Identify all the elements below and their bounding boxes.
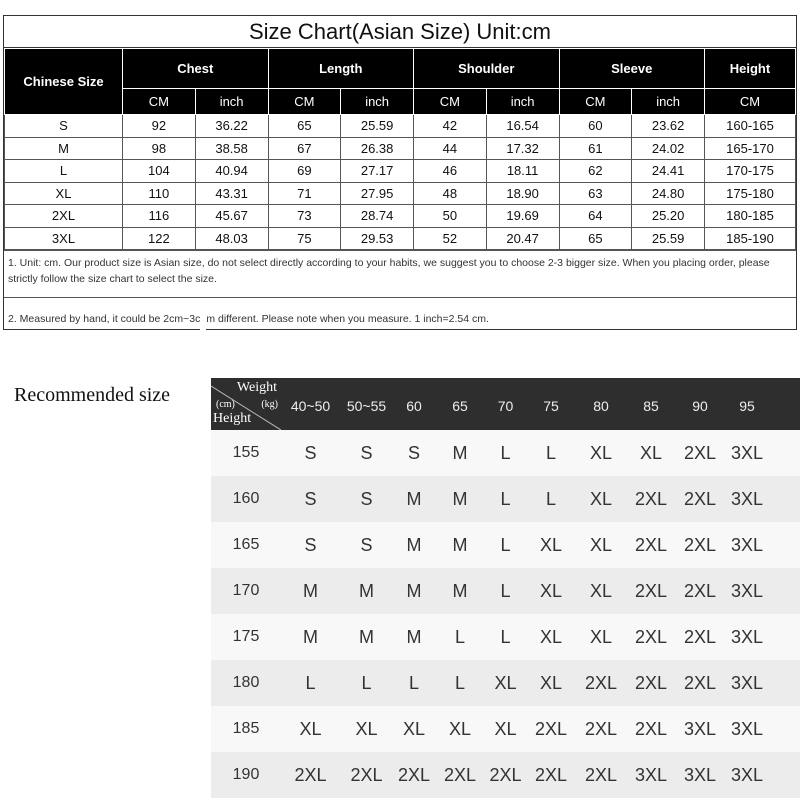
recommended-size-cell: 2XL — [634, 626, 668, 647]
size-table-body — [5, 115, 796, 250]
header-length: Length — [268, 49, 414, 89]
measurement-cell: 104 — [123, 160, 196, 183]
measurement-cell: 62 — [559, 160, 632, 183]
table-row — [5, 182, 796, 205]
size-table — [4, 48, 796, 250]
recommended-size-cell: 3XL — [730, 442, 764, 463]
measurement-cell: 38.58 — [195, 137, 268, 160]
recommended-size-cell: XL — [589, 626, 613, 647]
weight-header-cell: 85 — [643, 398, 659, 414]
weight-header-cell: 60 — [406, 398, 422, 414]
recommended-size-cell: XL — [494, 672, 517, 693]
size-cells — [281, 673, 800, 694]
recommended-size-cell: 2XL — [489, 764, 522, 785]
measurement-cell: 19.69 — [486, 205, 559, 228]
recommended-size-cell: 2XL — [534, 764, 568, 785]
measurement-cell: 73 — [268, 205, 341, 228]
unit-cell: inch — [632, 89, 705, 115]
recommended-size-cell: 3XL — [683, 764, 717, 785]
recommended-size-cell: L — [305, 672, 316, 693]
header-sleeve: Sleeve — [559, 49, 705, 89]
weight-header-cell: 65 — [452, 398, 468, 414]
weight-header-cell: 75 — [543, 398, 559, 414]
recommended-rows — [211, 430, 800, 798]
recommended-size-cell: 2XL — [683, 672, 717, 693]
unit-cell: inch — [195, 89, 268, 115]
measurement-cell: 27.17 — [341, 160, 414, 183]
recommended-size-cell: 2XL — [634, 718, 668, 739]
recommended-size-cell: 2XL — [683, 626, 717, 647]
recommended-size-cell: 3XL — [730, 534, 764, 555]
recommended-size-cell: XL — [589, 442, 613, 463]
unit-cell: CM — [414, 89, 487, 115]
measurement-cell: 42 — [414, 115, 487, 138]
recommended-size-cell: 3XL — [730, 488, 764, 509]
recommended-row — [211, 706, 800, 752]
unit-cell: inch — [341, 89, 414, 115]
recommended-size-cell: 3XL — [730, 580, 764, 601]
measurement-cell: 50 — [414, 205, 487, 228]
recommended-size-cell: L — [500, 580, 511, 601]
recommended-size-cell: 3XL — [730, 626, 764, 647]
recommended-size-cell: M — [452, 534, 468, 555]
measurement-cell: 36.22 — [195, 115, 268, 138]
recommended-size-cell: 2XL — [584, 764, 618, 785]
recommended-size-cell: M — [406, 534, 422, 555]
measurement-cell: 122 — [123, 227, 196, 250]
recommended-size-grid — [211, 378, 800, 798]
recommended-size-cell: 2XL — [683, 488, 717, 509]
recommended-size-cell: 2XL — [584, 718, 618, 739]
recommended-size-cell: M — [303, 626, 318, 647]
measurement-cell: 43.31 — [195, 182, 268, 205]
recommended-size-cell: XL — [539, 534, 563, 555]
recommended-size-cell: M — [406, 580, 422, 601]
weight-header-cell: 40~50 — [290, 398, 331, 414]
recommended-size-cell: 2XL — [683, 580, 717, 601]
measurement-cell: 71 — [268, 182, 341, 205]
unit-cell: CM — [705, 89, 796, 115]
size-label-cell: 3XL — [5, 227, 123, 250]
recommended-size-cell: S — [407, 442, 420, 463]
measurement-cell: 69 — [268, 160, 341, 183]
recommended-size-cell: S — [304, 534, 317, 555]
size-cells — [281, 765, 800, 786]
height-cell: 190 — [232, 766, 260, 783]
size-cells — [281, 581, 800, 602]
table-row — [5, 115, 796, 138]
size-chart-title: Size Chart(Asian Size) Unit:cm — [4, 16, 796, 48]
recommended-size-cell: XL — [448, 718, 472, 739]
recommended-size-cell: S — [360, 442, 373, 463]
recommended-size-cell: L — [361, 672, 372, 693]
recommended-size-cell: 2XL — [397, 764, 431, 785]
measurement-cell: 20.47 — [486, 227, 559, 250]
recommended-size-cell: M — [452, 488, 468, 509]
recommended-size-cell: 2XL — [683, 534, 717, 555]
recommended-size-cell: XL — [494, 718, 517, 739]
unit-row — [5, 89, 796, 115]
measurement-cell: 63 — [559, 182, 632, 205]
height-cell: 155 — [232, 444, 260, 461]
recommended-size-cell: 3XL — [730, 764, 764, 785]
size-cells — [281, 443, 800, 464]
measurement-cell: 16.54 — [486, 115, 559, 138]
recommended-size-cell: 3XL — [634, 764, 668, 785]
recommended-size-cell: XL — [539, 672, 563, 693]
recommended-row — [211, 430, 800, 476]
recommended-size-cell: L — [500, 534, 511, 555]
recommended-size-title: Recommended size — [14, 384, 171, 406]
recommended-size-cell: XL — [639, 442, 663, 463]
measurement-cell: 25.20 — [632, 205, 705, 228]
measurement-cell: 65 — [559, 227, 632, 250]
measurement-cell: 48.03 — [195, 227, 268, 250]
size-cells — [281, 719, 800, 740]
unit-cell: inch — [486, 89, 559, 115]
recommended-size-cell: S — [304, 442, 317, 463]
size-cells — [281, 535, 800, 556]
size-chart — [3, 15, 797, 330]
measurement-cell: 17.32 — [486, 137, 559, 160]
recommended-size-cell: M — [406, 488, 422, 509]
recommended-size-cell: XL — [402, 718, 426, 739]
corner-kg-label: (kg) — [261, 399, 278, 410]
measurement-cell: 27.95 — [341, 182, 414, 205]
measurement-cell: 61 — [559, 137, 632, 160]
height-cell: 160 — [232, 490, 260, 507]
note-measure-text-1: 2. Measured by hand, it could be 2cm~3c — [8, 313, 201, 325]
unit-cell: CM — [559, 89, 632, 115]
unit-cell: CM — [123, 89, 196, 115]
recommended-size-cell: XL — [589, 534, 613, 555]
corner-height-label: Height — [213, 411, 252, 426]
recommended-size-cell: 2XL — [443, 764, 477, 785]
height-cell: 185 — [232, 720, 260, 737]
header-chest: Chest — [123, 49, 269, 89]
recommended-row — [211, 614, 800, 660]
corner-cm-label: (cm) — [216, 399, 235, 410]
recommended-size-cell: L — [500, 442, 511, 463]
recommended-size-cell: L — [454, 672, 465, 693]
unit-cell: CM — [268, 89, 341, 115]
recommended-size-cell: 2XL — [634, 534, 668, 555]
height-cell: 165 — [232, 536, 260, 553]
corner-weight-label: Weight — [236, 380, 277, 395]
weight-header-cell: 90 — [692, 398, 708, 414]
table-row — [5, 160, 796, 183]
weight-header-cell: 70 — [497, 398, 514, 414]
size-label-cell: XL — [5, 182, 123, 205]
corner-units — [216, 399, 278, 410]
recommended-size-cell: S — [304, 488, 317, 509]
table-row — [5, 227, 796, 250]
recommended-size-cell: 2XL — [683, 442, 717, 463]
measurement-cell: 18.11 — [486, 160, 559, 183]
recommended-size-cell: M — [406, 626, 422, 647]
measurement-cell: 52 — [414, 227, 487, 250]
recommended-size-cell: 2XL — [294, 764, 327, 785]
size-label-cell: L — [5, 160, 123, 183]
measurement-cell: 45.67 — [195, 205, 268, 228]
recommended-size-cell: XL — [589, 580, 613, 601]
weight-header-cell: 50~55 — [346, 398, 387, 414]
measurement-cell: 44 — [414, 137, 487, 160]
note-unit: 1. Unit: cm. Our product size is Asian size, do not select directly according to your habits, we suggest you to choose 2-3 bigger size. When you placing order, please strictly follow the size chart to select the size. — [4, 250, 796, 297]
measurement-cell: 28.74 — [341, 205, 414, 228]
weight-header-cell: 95 — [739, 398, 755, 414]
measurement-cell: 160-165 — [705, 115, 796, 138]
measurement-cell: 165-170 — [705, 137, 796, 160]
recommended-size-cell: 2XL — [534, 718, 568, 739]
size-label-cell: 2XL — [5, 205, 123, 228]
header-shoulder: Shoulder — [414, 49, 560, 89]
measurement-cell: 25.59 — [341, 115, 414, 138]
measurement-cell: 175-180 — [705, 182, 796, 205]
recommended-size-cell: L — [500, 488, 511, 509]
recommended-size-cell: L — [500, 626, 511, 647]
recommended-size-cell: S — [360, 488, 373, 509]
recommended-size-cell: L — [545, 488, 556, 509]
recommended-size-cell: XL — [299, 718, 322, 739]
recommended-size-cell: XL — [355, 718, 378, 739]
measurement-cell: 18.90 — [486, 182, 559, 205]
recommended-size-cell: XL — [539, 580, 563, 601]
measurement-cell: 24.41 — [632, 160, 705, 183]
weight-cells — [281, 378, 800, 430]
recommended-size-cell: 3XL — [730, 718, 764, 739]
recommended-size-cell: M — [359, 580, 374, 601]
recommended-size-cell: S — [360, 534, 373, 555]
recommended-row — [211, 568, 800, 614]
header-chinese-size: Chinese Size — [5, 49, 123, 115]
recommended-row — [211, 522, 800, 568]
recommended-size-cell: L — [545, 442, 556, 463]
measurement-cell: 67 — [268, 137, 341, 160]
recommended-size-cell: 2XL — [634, 488, 668, 509]
measurement-cell: 26.38 — [341, 137, 414, 160]
size-cells — [281, 627, 800, 648]
size-cells — [281, 489, 800, 510]
recommended-size-cell: 2XL — [584, 672, 618, 693]
recommended-size-cell: L — [408, 672, 419, 693]
height-cell: 170 — [232, 582, 260, 599]
measurement-cell: 23.62 — [632, 115, 705, 138]
recommended-size-cell: M — [452, 442, 468, 463]
measurement-cell: 110 — [123, 182, 196, 205]
measurement-cell: 75 — [268, 227, 341, 250]
recommended-size-cell: 2XL — [350, 764, 383, 785]
recommended-size-cell: M — [303, 580, 318, 601]
weight-header-row — [211, 378, 800, 430]
measurement-cell: 170-175 — [705, 160, 796, 183]
measurement-cell: 40.94 — [195, 160, 268, 183]
measurement-cell: 24.02 — [632, 137, 705, 160]
height-cell: 180 — [232, 674, 260, 691]
recommended-size-cell: 2XL — [634, 672, 668, 693]
note-measure — [4, 297, 796, 329]
measurement-cell: 65 — [268, 115, 341, 138]
height-cell: 175 — [232, 628, 260, 645]
measurement-cell: 64 — [559, 205, 632, 228]
recommended-size-cell: XL — [539, 626, 563, 647]
measurement-cell: 29.53 — [341, 227, 414, 250]
size-label-cell: M — [5, 137, 123, 160]
measurement-cell: 24.80 — [632, 182, 705, 205]
table-row — [5, 205, 796, 228]
recommended-row — [211, 660, 800, 706]
measurement-cell: 92 — [123, 115, 196, 138]
recommended-size-cell: 2XL — [634, 580, 668, 601]
recommended-size-cell: M — [452, 580, 468, 601]
recommended-row — [211, 476, 800, 522]
measurement-cell: 48 — [414, 182, 487, 205]
header-height: Height — [705, 49, 796, 89]
measurement-cell: 60 — [559, 115, 632, 138]
measurement-cell: 185-190 — [705, 227, 796, 250]
measurement-cell: 116 — [123, 205, 196, 228]
corner-header — [211, 378, 281, 430]
measurement-cell: 98 — [123, 137, 196, 160]
measurement-cell: 180-185 — [705, 205, 796, 228]
measurement-cell: 25.59 — [632, 227, 705, 250]
table-row — [5, 137, 796, 160]
weight-header-cell: 80 — [593, 398, 609, 414]
recommended-size-cell: L — [454, 626, 465, 647]
measurement-cell: 46 — [414, 160, 487, 183]
recommended-size-cell: 3XL — [683, 718, 717, 739]
size-label-cell: S — [5, 115, 123, 138]
recommended-row — [211, 752, 800, 798]
recommended-size-cell: 3XL — [730, 672, 764, 693]
note-measure-text-2: m different. Please note when you measure. 1 inch=2.54 cm. — [206, 313, 489, 325]
recommended-size-cell: M — [359, 626, 374, 647]
recommended-size-cell: XL — [589, 488, 613, 509]
